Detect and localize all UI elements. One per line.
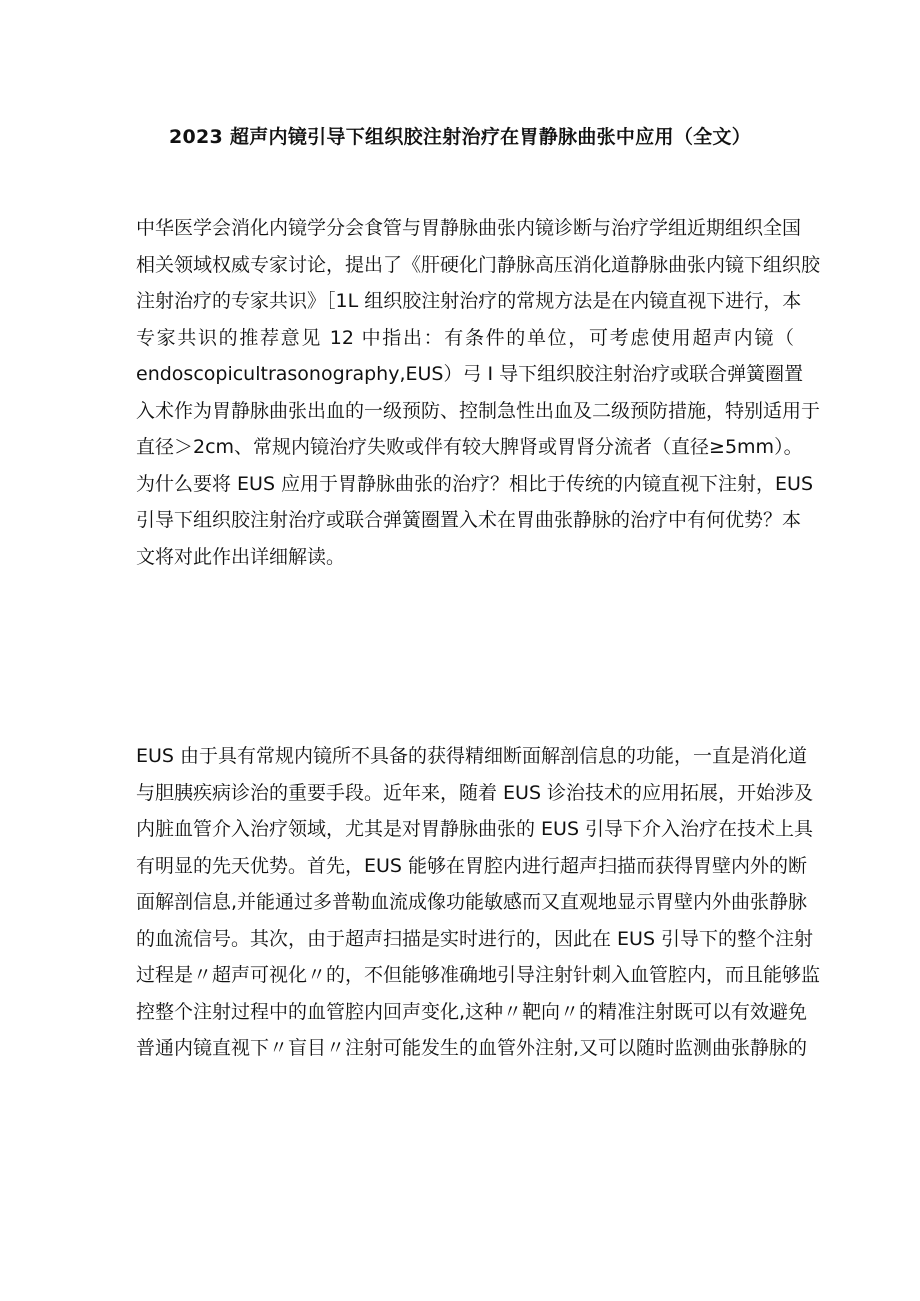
paragraph-line: 与胆胰疾病诊治的重要手段。近年来，随着 EUS 诊治技术的应用拓展，开始涉及 xyxy=(136,781,814,804)
paragraph-line: 内脏血管介入治疗领域，尤其是对胃静脉曲张的 EUS 引导下介入治疗在技术上具 xyxy=(136,818,814,840)
paragraph-line: 为什么要将 EUS 应用于胃静脉曲张的治疗？相比于传统的内镜直视下注射，EUS xyxy=(136,472,814,495)
paragraph-1 xyxy=(136,210,821,575)
paragraph-2 xyxy=(136,738,821,1067)
paragraph-line: 入术作为胃静脉曲张出血的一级预防、控制急性出血及二级预防措施，特别适用于 xyxy=(136,399,821,422)
paragraph-line: endoscopicultrasonography,EUS）弓 I 导下组织胶注射治疗或联合弹簧圈置 xyxy=(136,363,804,385)
paragraph-line: 中华医学会消化内镜学分会食管与胃静脉曲张内镜诊断与治疗学组近期组织全国 xyxy=(136,217,802,239)
paragraph-line: 过程是〃超声可视化〃的，不但能够准确地引导注射针刺入血管腔内，而且能够监 xyxy=(136,964,821,986)
paragraph-line: 有明显的先天优势。首先，EUS 能够在胃腔内进行超声扫描而获得胃壁内外的断 xyxy=(136,854,808,877)
paragraph-line: 相关领域权威专家讨论，提出了《肝硬化门静脉高压消化道静脉曲张内镜下组织胶 xyxy=(136,253,821,276)
paragraph-line: 普通内镜直视下〃盲目〃注射可能发生的血管外注射,又可以随时监测曲张静脉的 xyxy=(136,1037,808,1059)
paragraph-line: 的血流信号。其次，由于超声扫描是实时进行的，因此在 EUS 引导下的整个注射 xyxy=(136,927,814,950)
paragraph-line: 注射治疗的专家共识》［1L 组织胶注射治疗的常规方法是在内镜直视下进行，本 xyxy=(136,290,802,312)
paragraph-line: 控整个注射过程中的血管腔内回声变化,这种〃靶向〃的精准注射既可以有效避免 xyxy=(136,1000,808,1023)
paragraph-line: EUS 由于具有常规内镜所不具备的获得精细断面解剖信息的功能，一直是消化道 xyxy=(136,745,808,767)
paragraph-line: 引导下组织胶注射治疗或联合弹簧圈置入术在胃曲张静脉的治疗中有何优势？本 xyxy=(136,509,802,531)
paragraph-line: 专家共识的推荐意见 12 中指出：有条件的单位，可考虑使用超声内镜（ xyxy=(136,326,794,349)
document-title: 2023 超声内镜引导下组织胶注射治疗在胃静脉曲张中应用（全文） xyxy=(168,126,752,148)
paragraph-line: 文将对此作出详细解读。 xyxy=(136,545,346,568)
paragraph-line: 直径＞2cm、常规内镜治疗失败或伴有较大脾肾或胃肾分流者（直径≥5mm）。 xyxy=(136,436,803,458)
paragraph-line: 面解剖信息,并能通过多普勒血流成像功能敏感而又直观地显示胃壁内外曲张静脉 xyxy=(136,891,808,913)
